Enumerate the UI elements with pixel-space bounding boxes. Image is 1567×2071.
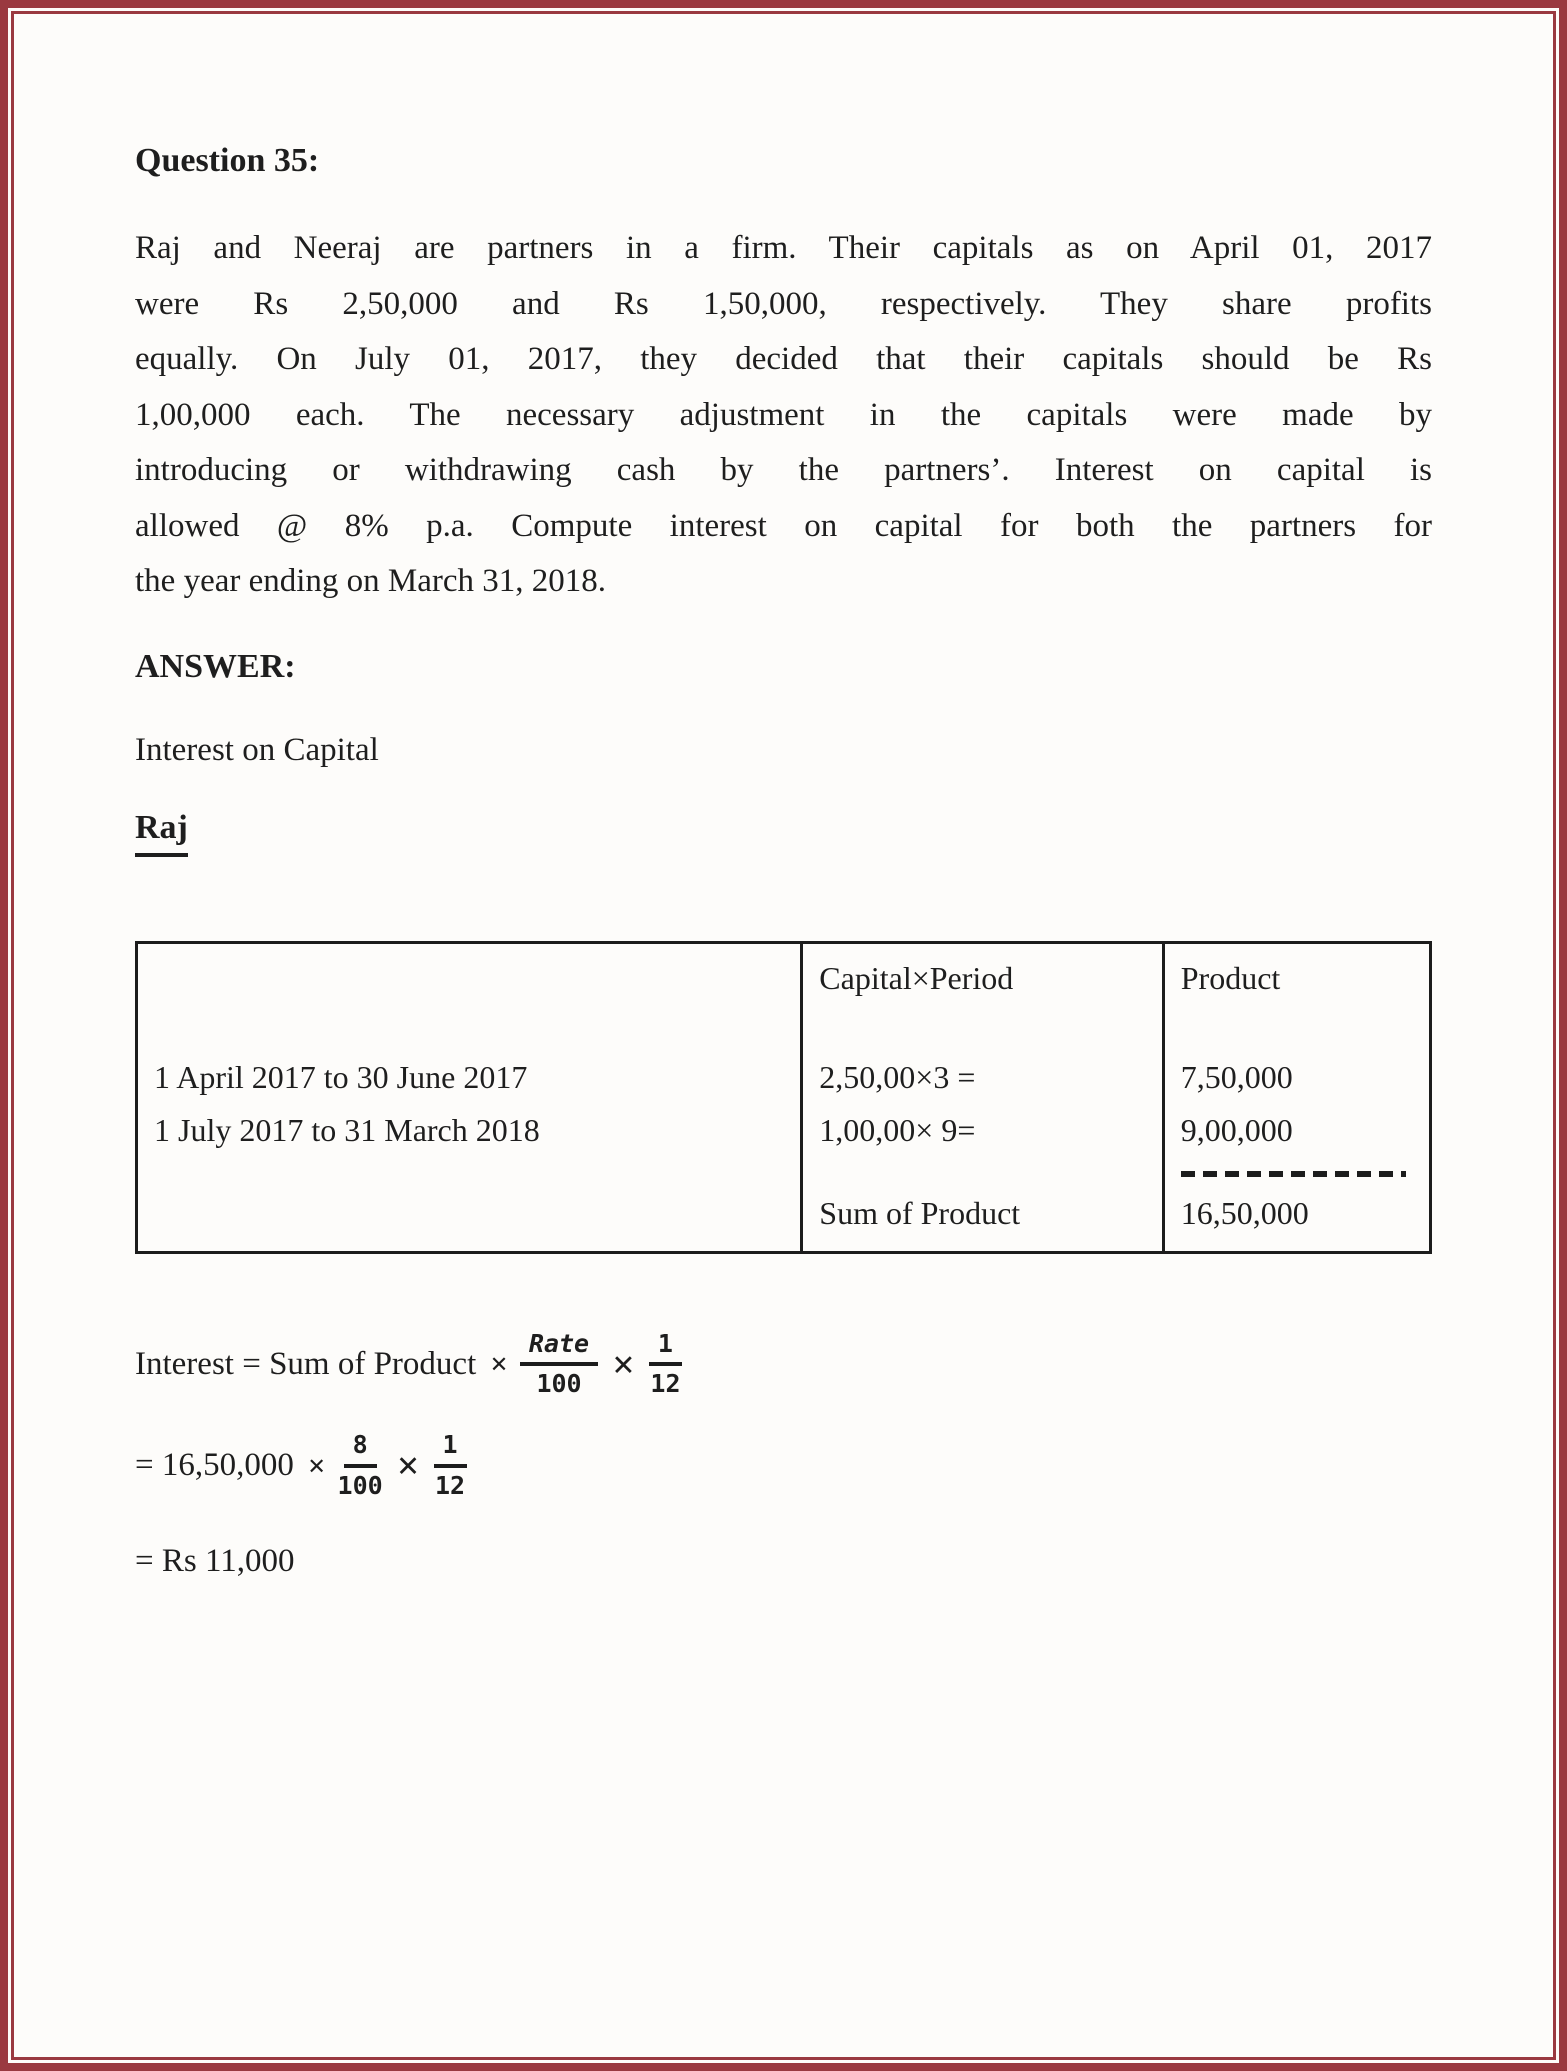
capital-period-row: 1,00,00× 9=	[819, 1111, 976, 1148]
partner-name	[135, 806, 1432, 857]
product-rows	[1181, 1051, 1413, 1157]
partner-name-text: Raj	[135, 806, 188, 857]
answer-subtitle: Interest on Capital	[135, 731, 379, 768]
fraction-1-over-12	[649, 1330, 682, 1400]
question-line: the year ending on March 31, 2018.	[135, 563, 607, 599]
times-sign: ×	[396, 1443, 420, 1489]
capital-period-rows	[819, 1051, 1145, 1157]
fraction-denominator: 100	[337, 1470, 383, 1500]
question-line: 1,00,000 each. The necessary adjustment in the capitals were made by	[135, 396, 1432, 433]
question-line: equally. On July 01, 2017, they decided that their capitals should be Rs	[135, 341, 1432, 377]
period-row: 1 April 2017 to 30 June 2017	[154, 1058, 528, 1095]
fraction-denominator: 12	[650, 1369, 681, 1399]
product-header: Product	[1180, 959, 1281, 996]
fraction-8-over-100	[338, 1431, 383, 1501]
dashed-divider	[1181, 1171, 1406, 1177]
question-line: were Rs 2,50,000 and Rs 1,50,000, respectively. They share profits	[135, 285, 1432, 322]
formula-line-2	[135, 1431, 1432, 1501]
fraction-numerator: Rate	[520, 1330, 598, 1367]
times-sign: ×	[612, 1341, 635, 1387]
capital-period-header: Capital×Period	[819, 959, 1014, 996]
fraction-numerator: 1	[434, 1431, 467, 1468]
question-paragraph	[135, 221, 1432, 610]
answer-heading: ANSWER:	[135, 647, 296, 685]
fraction-1-over-12	[434, 1431, 467, 1501]
table-column-period	[138, 944, 800, 1251]
question-line: introducing or withdrawing cash by the partners’. Interest on capital is	[135, 452, 1432, 488]
formula-result: = Rs 11,000	[135, 1542, 295, 1579]
formula-1-lhs: Interest = Sum of Product	[135, 1345, 477, 1382]
fraction-denominator: 100	[536, 1369, 582, 1399]
times-sign: ×	[490, 1346, 508, 1382]
fraction-rate-over-100	[520, 1330, 598, 1400]
table-column-capital-period	[800, 944, 1161, 1251]
fraction-denominator: 12	[434, 1470, 466, 1500]
fraction-numerator: 8	[344, 1431, 377, 1468]
period-rows	[154, 1051, 784, 1157]
formula-line-1	[135, 1330, 1432, 1400]
table-column-product	[1162, 944, 1429, 1251]
interest-calculation-table	[135, 941, 1432, 1254]
question-heading: Question 35:	[135, 142, 320, 179]
formula-2-lhs: = 16,50,000	[135, 1447, 294, 1484]
formula-block	[135, 1330, 1432, 1580]
question-line: Raj and Neeraj are partners in a firm. Their capitals as on April 01, 2017	[135, 230, 1432, 266]
period-row: 1 July 2017 to 31 March 2018	[154, 1111, 540, 1148]
period-column-header	[154, 956, 784, 1051]
product-row: 7,50,000	[1180, 1058, 1293, 1095]
question-line: allowed @ 8% p.a. Compute interest on capital for both the partners for	[135, 507, 1432, 544]
formula-line-3	[135, 1543, 1432, 1580]
page-content	[11, 11, 1556, 2060]
sum-of-product-value: 16,50,000	[1180, 1194, 1309, 1231]
capital-period-row: 2,50,00×3 =	[819, 1058, 976, 1095]
times-sign: ×	[307, 1447, 326, 1483]
product-row: 9,00,000	[1180, 1111, 1293, 1148]
fraction-numerator: 1	[649, 1330, 682, 1367]
sum-of-product-label: Sum of Product	[819, 1194, 1021, 1231]
